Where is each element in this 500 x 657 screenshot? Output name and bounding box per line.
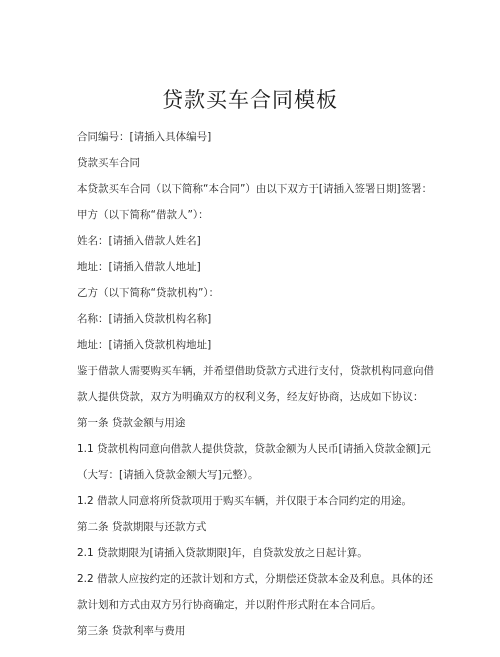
clause-2-2-line-1: 2.2 借款人应按约定的还款计划和方式，分期偿还贷款本金及利息。具体的还 bbox=[77, 573, 434, 585]
whereas-line-1: 鉴于借款人需要购买车辆，并希望借助贷款方式进行支付，贷款机构同意向借 bbox=[77, 365, 434, 377]
clause-1-1-line-2: （大写：[请插入贷款金额大写]元整）。 bbox=[77, 469, 259, 481]
contract-intro-line: 本贷款买车合同（以下简称“本合同”）由以下双方于[请插入签署日期]签署： bbox=[77, 183, 433, 195]
article-1-heading: 第一条 贷款金额与用途 bbox=[77, 417, 186, 429]
party-b-name-line: 名称：[请插入贷款机构名称] bbox=[77, 313, 212, 325]
party-b-address-line: 地址：[请插入贷款机构地址] bbox=[77, 339, 212, 351]
contract-number-line: 合同编号：[请插入具体编号] bbox=[77, 131, 212, 143]
document-title: 贷款买车合同模板 bbox=[162, 88, 338, 112]
party-a-address-line: 地址：[请插入借款人地址] bbox=[77, 261, 201, 273]
whereas-line-2: 款人提供贷款，双方为明确双方的权利义务，经友好协商，达成如下协议： bbox=[77, 391, 424, 403]
clause-1-2-line: 1.2 借款人同意将所贷款项用于购买车辆，并仅限于本合同约定的用途。 bbox=[77, 495, 413, 507]
article-2-heading: 第二条 贷款期限与还款方式 bbox=[77, 521, 207, 533]
party-b-heading: 乙方（以下简称“贷款机构”）： bbox=[77, 287, 220, 299]
clause-1-1-line-1: 1.1 贷款机构同意向借款人提供贷款，贷款金额为人民币[请插入贷款金额]元 bbox=[77, 443, 431, 455]
party-a-name-line: 姓名：[请插入借款人姓名] bbox=[77, 235, 201, 247]
article-3-heading: 第三条 贷款利率与费用 bbox=[77, 625, 186, 637]
contract-name-line: 贷款买车合同 bbox=[77, 157, 140, 169]
clause-2-1-line: 2.1 贷款期限为[请插入贷款期限]年，自贷款发放之日起计算。 bbox=[77, 547, 368, 559]
party-a-heading: 甲方（以下简称“借款人”）： bbox=[77, 209, 209, 221]
clause-2-2-line-2: 款计划和方式由双方另行协商确定，并以附件形式附在本合同后。 bbox=[77, 599, 382, 611]
